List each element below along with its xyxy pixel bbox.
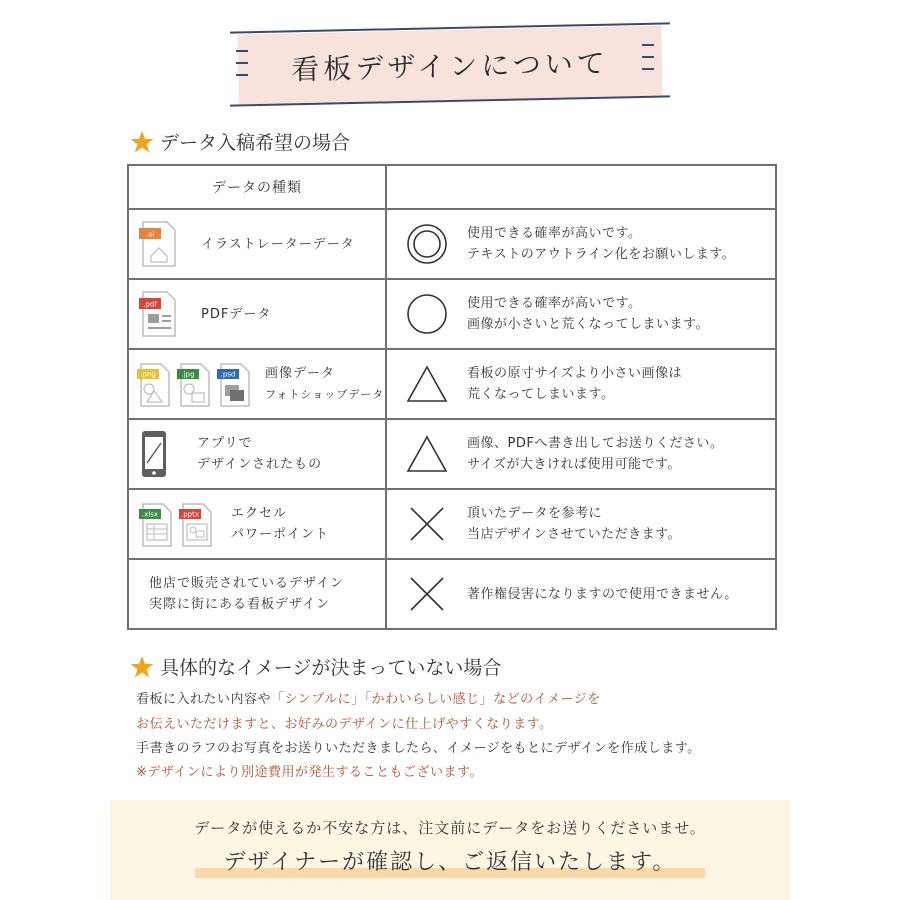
type-label: アプリで [197,436,253,451]
table-row [128,209,776,279]
note-text: ※デザインにより別途費用が発生することもございます。 [136,765,483,780]
star-icon [130,655,154,679]
desc-line: 使用できる確率が高いです。 [467,296,642,311]
desc-line: 画像が小さいと荒くなってしまいます。 [467,317,709,332]
table-row [128,559,776,629]
desc-line: 画像、PDFへ書き出してお送りください。 [467,436,724,451]
file-tag: .jpg [181,370,195,379]
section-heading-text: データ入稿希望の場合 [160,132,351,154]
type-label: パワーポイント [231,527,330,542]
file-tag: .pptx [181,510,199,519]
data-type-table [127,164,777,630]
table-row [128,279,776,349]
file-tag: .pdf [143,300,157,309]
type-label: エクセル [231,506,288,521]
type-label: 実際に街にある看板デザイン [149,597,331,612]
table-row [128,349,776,419]
table-row [128,419,776,489]
desc-line: 荒くなってしまいます。 [467,387,615,402]
paragraph-text: 看板に入れたい内容や [136,692,272,707]
table-header-row [128,165,776,209]
paragraph-text: 手書きのラフのお写真をお送りいただきましたら、イメージをもとにデザインを作成します。 [136,741,701,756]
section-heading-text: 具体的なイメージが決まっていない場合 [160,657,502,679]
table-row [128,489,776,559]
desc-line: 当店デザインさせていただきます。 [467,527,682,542]
table-header-type: データの種類 [128,165,386,209]
pdf-file-icon [139,290,179,338]
desc-line: 使用できる確率が高いです。 [467,226,642,241]
footer-emphasis-text: デザイナーが確認し、ご返信いたします。 [223,850,677,875]
file-tag: .ai [145,230,155,239]
type-label-sub: フォトショップデータ [265,388,385,401]
star-icon [130,130,154,154]
triangle-symbol [405,362,449,406]
circle-symbol [405,292,449,336]
type-label: デザインされたもの [197,457,323,472]
smartphone-icon [139,430,169,478]
cross-symbol [405,502,449,546]
desc-line: 著作権侵害になりますので使用できません。 [467,586,738,602]
footer-text: データが使えるか不安な方は、注文前にデータをお送りくださいませ。 [194,819,706,837]
desc-line: テキストのアウトライン化をお願いします。 [467,247,736,262]
paragraph-accent-text: 「シンプルに」「かわいらしい感じ」などのイメージを [271,692,601,707]
page-title: 看板デザインについて [290,46,610,87]
file-tag: .png [140,370,156,379]
image-files-icon [137,360,255,408]
paragraph-accent-text: お伝えいただけますと、お好みのデザインに仕上げやすくなります。 [136,717,553,732]
file-tag: .xlsx [141,510,159,519]
footer-note [110,800,790,900]
section-heading-no-image [130,653,501,680]
type-label: 画像データ [265,366,336,381]
type-label: PDFデータ [201,306,272,322]
section-heading-data [130,128,350,155]
office-files-icon [139,500,217,548]
desc-line: サイズが大きければ使用可能です。 [467,457,681,472]
desc-line: 看板の原寸サイズより小さい画像は [467,366,682,381]
type-label: イラストレーターデータ [201,236,355,252]
file-tag: .psd [220,370,236,379]
triangle-symbol [405,432,449,476]
type-label: 他店で販売されているデザイン [149,576,345,591]
ai-file-icon [139,220,179,268]
paragraph-line [136,688,786,712]
desc-line: 頂いたデータを参考に [467,506,603,521]
cross-symbol [405,572,449,616]
double-circle-symbol [405,222,449,266]
table-header-empty [386,165,776,209]
